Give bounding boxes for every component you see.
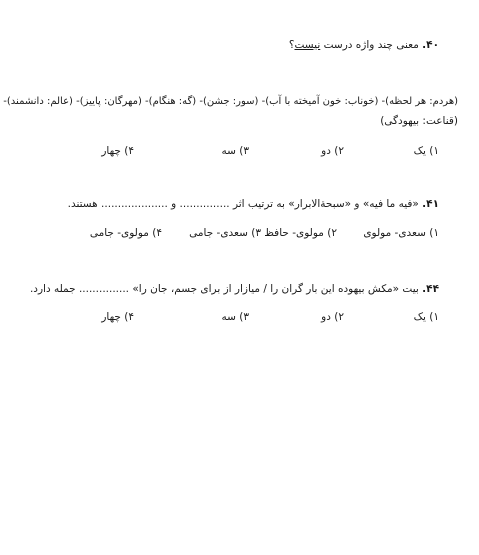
question-41-number: ۴۱. [422,198,439,210]
question-44-number: ۴۴. [422,283,439,295]
question-40-number: ۴۰. [422,39,439,51]
question-44-option-3[interactable]: ۳) سه [221,311,249,323]
question-40-underlined-word: نیست [294,39,321,51]
question-41-text: «فیه ما فیه» و «سبحةالابرار» به ترتیب اثر ............... و .................... هستند. [67,198,423,210]
question-41-option-4[interactable]: ۴) مولوی- جامی [89,227,162,239]
question-41-option-1[interactable]: ۱) سعدی- مولوی [363,227,439,239]
question-40-title [289,38,439,52]
question-40-option-1[interactable]: ۱) یک [413,145,439,157]
question-44-option-1[interactable]: ۱) یک [413,311,439,323]
question-44-text: بیت «مکش بیهوده این بار گران را / میازار از برای جسم، جان را» ............... جمله دارد. [29,283,423,295]
question-40-qmark: ؟ [288,39,295,51]
question-44-option-2[interactable]: ۲) دو [321,311,344,323]
question-40-option-2[interactable]: ۲) دو [321,145,344,157]
question-44-option-4[interactable]: ۴) چهار [101,311,134,323]
question-40-vocab-line-1: (هردم: هر لحظه)- (خوناب: خون آمیخته با آب)- (سور: جشن)- (گه: هنگام)- (مهرگان: پاییز)- (عالم: دانشمند)- [3,96,458,107]
question-40-text: معنی چند واژه درست [320,39,423,51]
question-41-title [68,197,439,211]
question-40-option-4[interactable]: ۴) چهار [101,145,134,157]
question-41-option-3[interactable]: ۳) سعدی- جامی [189,227,261,239]
question-40-vocab-line-2: (قناعت: بیهودگی) [380,115,458,127]
question-44-title [30,282,439,296]
question-40-option-3[interactable]: ۳) سه [221,145,249,157]
question-41-option-2[interactable]: ۲) مولوی- حافظ [264,227,337,239]
